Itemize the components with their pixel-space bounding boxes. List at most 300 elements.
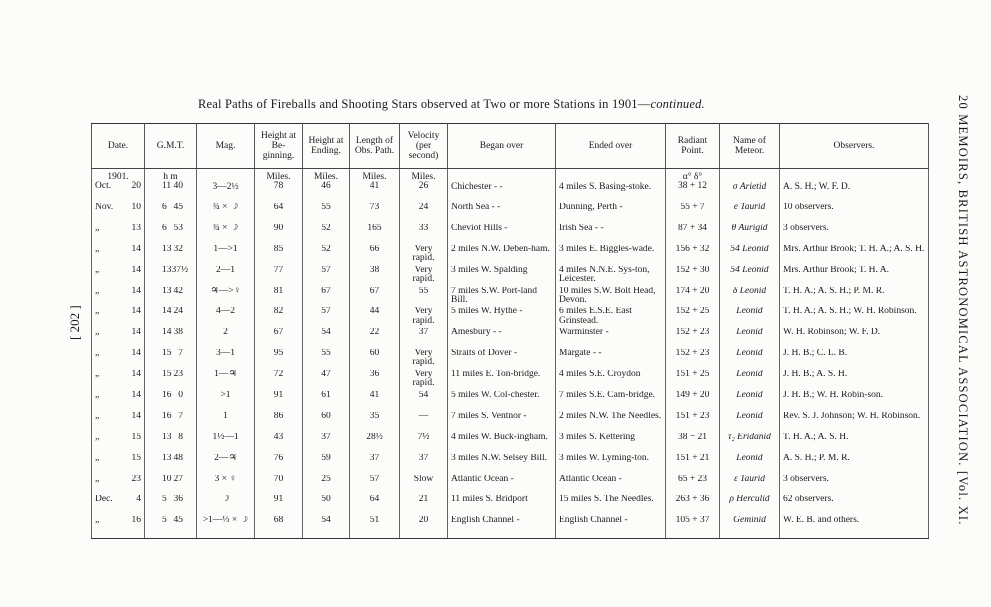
cell-len xyxy=(350,245,400,266)
value-rad: 151 + 25 xyxy=(675,370,710,380)
value-len: 36 xyxy=(369,370,380,380)
value-he: 55 xyxy=(321,203,331,212)
value-rad: 87 + 34 xyxy=(677,223,708,233)
value-began: 11 miles S. Bridport xyxy=(451,495,528,505)
cell-hb xyxy=(255,475,303,496)
cell-len xyxy=(350,454,400,475)
col-mag: Mag. xyxy=(197,124,255,169)
cell-he xyxy=(303,370,350,391)
value-obs: J. H. B.; A. S. H. xyxy=(783,370,848,380)
value-vel: 54 xyxy=(418,391,429,401)
cell-ended xyxy=(556,169,666,204)
value-ended: 4 miles S.E. Croydon xyxy=(559,370,641,380)
value-began: English Channel - xyxy=(451,516,520,526)
value-rad: 55 + 7 xyxy=(680,203,705,212)
value-began: Cheviot Hills - xyxy=(451,223,508,233)
date-month: Dec. xyxy=(95,495,113,505)
gmt-minute: 8 xyxy=(178,432,183,442)
cell-mag xyxy=(197,433,255,454)
date-month: „ xyxy=(95,432,100,442)
cell-len xyxy=(350,412,400,433)
value-ended: Dunning, Perth - xyxy=(559,203,623,212)
value-began: 4 miles W. Buck-ingham. xyxy=(451,432,548,442)
value-rad: 156 + 32 xyxy=(675,244,710,254)
cell-he xyxy=(303,245,350,266)
value-len: 67 xyxy=(369,286,380,296)
value-he: 59 xyxy=(321,453,331,463)
value-name: Leonid xyxy=(736,307,763,317)
value-len: 51 xyxy=(369,516,380,526)
cell-rad xyxy=(666,495,720,516)
value-name: Leonid xyxy=(736,391,763,401)
cell-he xyxy=(303,307,350,328)
cell-rad xyxy=(666,328,720,349)
value-mag: 2—1 xyxy=(216,265,235,275)
cell-date xyxy=(92,412,145,433)
cell-he xyxy=(303,495,350,516)
cell-len xyxy=(350,169,400,204)
cell-he xyxy=(303,328,350,349)
cell-mag xyxy=(197,454,255,475)
cell-date xyxy=(92,516,145,539)
table-row xyxy=(92,433,929,454)
value-he: 52 xyxy=(321,223,331,233)
value-vel: Slow xyxy=(413,474,434,484)
cell-mag xyxy=(197,391,255,412)
value-name: Geminid xyxy=(733,516,766,526)
date-day: 14 xyxy=(131,411,141,421)
cell-mag xyxy=(197,245,255,266)
value-began: North Sea - - xyxy=(451,203,501,212)
cell-gmt xyxy=(145,495,197,516)
date-month: „ xyxy=(95,244,100,254)
cell-gmt xyxy=(145,475,197,496)
value-mag: >1 xyxy=(220,391,231,401)
value-obs: T. H. A.; A. S. H.; W. H. Robinson. xyxy=(783,307,917,317)
date-day: 14 xyxy=(131,307,141,317)
cell-began xyxy=(448,307,556,328)
value-hb: 86 xyxy=(273,411,284,421)
value-len: 35 xyxy=(369,411,380,421)
cell-hb xyxy=(255,391,303,412)
cell-rad xyxy=(666,224,720,245)
gmt-hour: 13 xyxy=(162,286,172,296)
gmt-minute: 42 xyxy=(173,286,183,296)
cell-rad xyxy=(666,245,720,266)
date-day: 10 xyxy=(131,203,141,212)
cell-ended xyxy=(556,454,666,475)
table-row xyxy=(92,224,929,245)
cell-hb xyxy=(255,433,303,454)
value-he: 61 xyxy=(321,391,331,401)
cell-began xyxy=(448,266,556,287)
cell-ended xyxy=(556,475,666,496)
cell-ended xyxy=(556,245,666,266)
cell-ended xyxy=(556,412,666,433)
gmt-hour: 13 xyxy=(162,453,172,463)
value-len: 64 xyxy=(369,495,380,505)
cell-mag xyxy=(197,169,255,204)
value-mag: 1—♃ xyxy=(214,370,237,380)
col-ended: Ended over xyxy=(556,124,666,169)
value-mag: 3—1 xyxy=(216,349,235,359)
value-he: 55 xyxy=(321,349,331,359)
value-rad: 152 + 23 xyxy=(675,349,710,359)
cell-gmt xyxy=(145,169,197,204)
value-obs: A. S. H.; P. M. R. xyxy=(783,453,850,463)
value-rad: 152 + 23 xyxy=(675,328,710,338)
cell-gmt xyxy=(145,370,197,391)
value-hb: 43 xyxy=(273,432,284,442)
cell-name xyxy=(720,224,780,245)
date-day: 15 xyxy=(131,432,141,442)
value-vel: 55 xyxy=(418,286,429,296)
value-began: 7 miles S. Ventnor - xyxy=(451,411,527,421)
gmt-hour: 13 xyxy=(162,432,172,442)
cell-began xyxy=(448,203,556,224)
gmt-minute: 40 xyxy=(173,181,183,192)
cell-he xyxy=(303,169,350,204)
gmt-minute: 45 xyxy=(173,516,183,526)
cell-began xyxy=(448,224,556,245)
cell-gmt xyxy=(145,516,197,539)
value-rad: 151 + 23 xyxy=(675,411,710,421)
date-month: „ xyxy=(95,307,100,317)
table-row xyxy=(92,169,929,204)
value-len: 60 xyxy=(369,349,380,359)
cell-began xyxy=(448,412,556,433)
cell-hb xyxy=(255,454,303,475)
value-began: 5 miles W. Col-chester. xyxy=(451,391,540,401)
cell-date xyxy=(92,328,145,349)
col-date: Date. xyxy=(92,124,145,169)
date-month: „ xyxy=(95,265,100,275)
col-name: Name of Meteor. xyxy=(720,124,780,169)
cell-hb xyxy=(255,169,303,204)
date-day: 4 xyxy=(136,495,141,505)
value-began: 11 miles E. Ton-bridge. xyxy=(451,370,541,380)
value-hb: 67 xyxy=(273,328,284,338)
col-length: Length of Obs. Path. xyxy=(350,124,400,169)
cell-ended xyxy=(556,391,666,412)
cell-hb xyxy=(255,287,303,308)
cell-rad xyxy=(666,516,720,539)
cell-mag xyxy=(197,224,255,245)
cell-vel xyxy=(400,245,448,266)
date-day: 23 xyxy=(131,474,141,484)
cell-vel xyxy=(400,412,448,433)
page-number-text: [ 202 ] xyxy=(67,305,82,340)
cell-rad xyxy=(666,412,720,433)
value-began: 3 miles N.W. Selsey Bill. xyxy=(451,453,547,463)
value-began: 2 miles N.W. Deben-ham. xyxy=(451,244,550,254)
col-gmt: G.M.T. xyxy=(145,124,197,169)
cell-name xyxy=(720,454,780,475)
cell-obs xyxy=(780,516,929,539)
cell-rad xyxy=(666,287,720,308)
cell-date xyxy=(92,391,145,412)
cell-obs xyxy=(780,412,929,433)
value-mag: ☽ xyxy=(221,495,230,505)
cell-len xyxy=(350,349,400,370)
date-month: „ xyxy=(95,453,100,463)
value-name: 54 Leonid xyxy=(730,244,769,254)
cell-mag xyxy=(197,328,255,349)
cell-began xyxy=(448,328,556,349)
cell-obs xyxy=(780,287,929,308)
value-obs: J. H. B.; W. H. Robin-son. xyxy=(783,391,884,401)
value-hb: 95 xyxy=(273,349,284,359)
gmt-minute: 38 xyxy=(173,328,183,338)
value-hb: 91 xyxy=(273,391,284,401)
value-began: 5 miles W. Hythe - xyxy=(451,307,523,317)
cell-ended xyxy=(556,224,666,245)
value-name: σ Arietid xyxy=(732,182,767,192)
cell-gmt xyxy=(145,391,197,412)
cell-began xyxy=(448,433,556,454)
cell-vel xyxy=(400,495,448,516)
value-began: 3 miles W. Spalding xyxy=(451,265,528,275)
value-rad: 152 + 30 xyxy=(675,265,710,275)
value-mag: 4—2 xyxy=(216,307,235,317)
gmt-minute: 27 xyxy=(173,474,183,484)
alpha-delta-label: α° δ° xyxy=(682,172,703,182)
table-row xyxy=(92,454,929,475)
value-rad: 38 − 21 xyxy=(677,432,708,442)
date-month: „ xyxy=(95,411,100,421)
cell-hb xyxy=(255,412,303,433)
gmt-hour: 15 xyxy=(162,349,172,359)
value-he: 54 xyxy=(321,328,331,338)
cell-date xyxy=(92,475,145,496)
value-obs: A. S. H.; W. F. D. xyxy=(783,182,851,192)
date-month: „ xyxy=(95,391,100,401)
col-height-begin: Height at Be-ginning. xyxy=(255,124,303,169)
gmt-minute: 23 xyxy=(173,370,183,380)
cell-obs xyxy=(780,245,929,266)
cell-name xyxy=(720,412,780,433)
cell-he xyxy=(303,203,350,224)
cell-began xyxy=(448,495,556,516)
cell-vel xyxy=(400,328,448,349)
value-obs: W. H. Robinson; W. F. D. xyxy=(783,328,881,338)
value-he: 54 xyxy=(321,516,331,526)
cell-obs xyxy=(780,203,929,224)
cell-name xyxy=(720,516,780,539)
date-day: 14 xyxy=(131,244,141,254)
value-he: 46 xyxy=(321,181,331,192)
cell-vel xyxy=(400,433,448,454)
col-began: Began over xyxy=(448,124,556,169)
cell-vel xyxy=(400,203,448,224)
value-hb: 76 xyxy=(273,453,284,463)
page-number-value: 202 xyxy=(67,312,82,333)
gmt-hour: 11 xyxy=(162,181,172,192)
cell-len xyxy=(350,307,400,328)
date-month: „ xyxy=(95,370,100,380)
cell-mag xyxy=(197,287,255,308)
value-mag: 1 xyxy=(223,411,228,421)
cell-ended xyxy=(556,495,666,516)
value-vel: 21 xyxy=(418,495,429,505)
value-mag: ♃—>♀ xyxy=(210,286,241,296)
value-hb: 70 xyxy=(273,474,284,484)
value-name: Leonid xyxy=(736,349,763,359)
cell-name xyxy=(720,203,780,224)
gmt-minute: 0 xyxy=(178,391,183,401)
value-obs: 3 observers. xyxy=(783,474,829,484)
value-mag: 3 × ♀ xyxy=(214,474,237,484)
value-he: 67 xyxy=(321,286,331,296)
miles-label: Miles. xyxy=(362,172,387,182)
cell-gmt xyxy=(145,203,197,224)
value-obs: T. H. A.; A. S. H.; P. M. R. xyxy=(783,286,885,296)
value-len: 22 xyxy=(369,328,380,338)
value-len: 41 xyxy=(369,391,380,401)
cell-mag xyxy=(197,203,255,224)
value-he: 50 xyxy=(321,495,331,505)
value-name: Leonid xyxy=(736,370,763,380)
cell-len xyxy=(350,495,400,516)
cell-len xyxy=(350,287,400,308)
cell-began xyxy=(448,169,556,204)
value-name: Leonid xyxy=(736,411,763,421)
value-mag: >1—⅓ × ☽ xyxy=(202,516,249,526)
value-ended: 15 miles S. The Needles. xyxy=(559,495,654,505)
value-name: θ Aurigid xyxy=(731,223,768,233)
cell-he xyxy=(303,475,350,496)
cell-mag xyxy=(197,412,255,433)
cell-vel xyxy=(400,516,448,539)
cell-date xyxy=(92,307,145,328)
gmt-hour: 15 xyxy=(162,370,172,380)
cell-rad xyxy=(666,307,720,328)
value-mag: ¾ × ☽ xyxy=(212,223,239,233)
value-ended: Atlantic Ocean - xyxy=(559,474,622,484)
value-began: Straits of Dover - xyxy=(451,349,518,359)
cell-he xyxy=(303,412,350,433)
date-day: 16 xyxy=(131,516,141,526)
value-hb: 81 xyxy=(273,286,284,296)
table-header-row xyxy=(92,124,929,169)
date-day: 14 xyxy=(131,370,141,380)
date-month: „ xyxy=(95,223,100,233)
value-len: 57 xyxy=(369,474,380,484)
cell-gmt xyxy=(145,328,197,349)
cell-date xyxy=(92,169,145,204)
value-obs: W. E. B. and others. xyxy=(783,516,860,526)
value-hb: 85 xyxy=(273,244,284,254)
cell-ended xyxy=(556,433,666,454)
cell-he xyxy=(303,433,350,454)
value-name: δ Leonid xyxy=(732,286,767,296)
cell-rad xyxy=(666,266,720,287)
gmt-hour: 14 xyxy=(162,307,172,317)
value-len: 44 xyxy=(369,307,380,317)
cell-name xyxy=(720,307,780,328)
cell-gmt xyxy=(145,245,197,266)
cell-rad xyxy=(666,433,720,454)
running-header-text: 20 MEMOIRS, BRITISH ASTRONOMICAL ASSOCIATION. [Vol. XI. xyxy=(956,95,970,526)
table-row xyxy=(92,328,929,349)
cell-ended xyxy=(556,266,666,287)
cell-mag xyxy=(197,307,255,328)
value-obs: Mrs. Arthur Brook; T. H. A.; A. S. H. xyxy=(783,244,925,254)
value-vel: 7½ xyxy=(417,432,430,442)
cell-obs xyxy=(780,307,929,328)
cell-hb xyxy=(255,370,303,391)
gmt-minute: 53 xyxy=(173,223,183,233)
value-len: 73 xyxy=(369,203,380,212)
cell-name xyxy=(720,169,780,204)
cell-hb xyxy=(255,245,303,266)
value-ended: 6 miles E.S.E. East Grinstead. xyxy=(559,307,632,326)
cell-date xyxy=(92,245,145,266)
value-mag: 2 xyxy=(223,328,228,338)
value-he: 60 xyxy=(321,411,331,421)
cell-date xyxy=(92,349,145,370)
cell-hb xyxy=(255,516,303,539)
value-mag: ¾ × ☽ xyxy=(212,203,239,212)
value-ended: 3 miles S. Kettering xyxy=(559,432,635,442)
cell-ended xyxy=(556,328,666,349)
value-name: ρ Herculid xyxy=(729,495,770,505)
value-he: 52 xyxy=(321,244,331,254)
gmt-hour: 6 xyxy=(162,223,167,233)
cell-hb xyxy=(255,349,303,370)
gmt-hour: 5 xyxy=(162,495,167,505)
date-month: Nov. xyxy=(95,203,114,212)
cell-ended xyxy=(556,349,666,370)
gmt-minute: 36 xyxy=(173,495,183,505)
cell-vel xyxy=(400,307,448,328)
hm-label: h m xyxy=(163,172,178,182)
value-len: 41 xyxy=(369,181,380,192)
value-rad: 174 + 20 xyxy=(675,286,710,296)
cell-rad xyxy=(666,475,720,496)
cell-len xyxy=(350,224,400,245)
value-hb: 82 xyxy=(273,307,284,317)
cell-vel xyxy=(400,454,448,475)
table-row xyxy=(92,516,929,539)
value-hb: 78 xyxy=(273,181,284,192)
miles-label: Miles. xyxy=(266,172,291,182)
cell-obs xyxy=(780,169,929,204)
date-month: „ xyxy=(95,474,100,484)
cell-mag xyxy=(197,475,255,496)
value-he: 57 xyxy=(321,307,331,317)
cell-ended xyxy=(556,287,666,308)
gmt-hour: 6 xyxy=(162,203,167,212)
cell-ended xyxy=(556,516,666,539)
value-ended: Margate - - xyxy=(559,349,602,359)
gmt-hour: 13 xyxy=(162,265,172,275)
cell-rad xyxy=(666,454,720,475)
value-name: 54 Leonid xyxy=(730,265,769,275)
cell-gmt xyxy=(145,433,197,454)
cell-date xyxy=(92,433,145,454)
cell-began xyxy=(448,287,556,308)
cell-vel xyxy=(400,349,448,370)
gmt-minute: 24 xyxy=(173,307,183,317)
running-header xyxy=(952,95,972,565)
cell-gmt xyxy=(145,349,197,370)
value-hb: 90 xyxy=(273,223,284,233)
cell-hb xyxy=(255,203,303,224)
value-len: 38 xyxy=(369,265,380,275)
cell-he xyxy=(303,224,350,245)
value-vel: Very rapid. xyxy=(412,307,435,326)
